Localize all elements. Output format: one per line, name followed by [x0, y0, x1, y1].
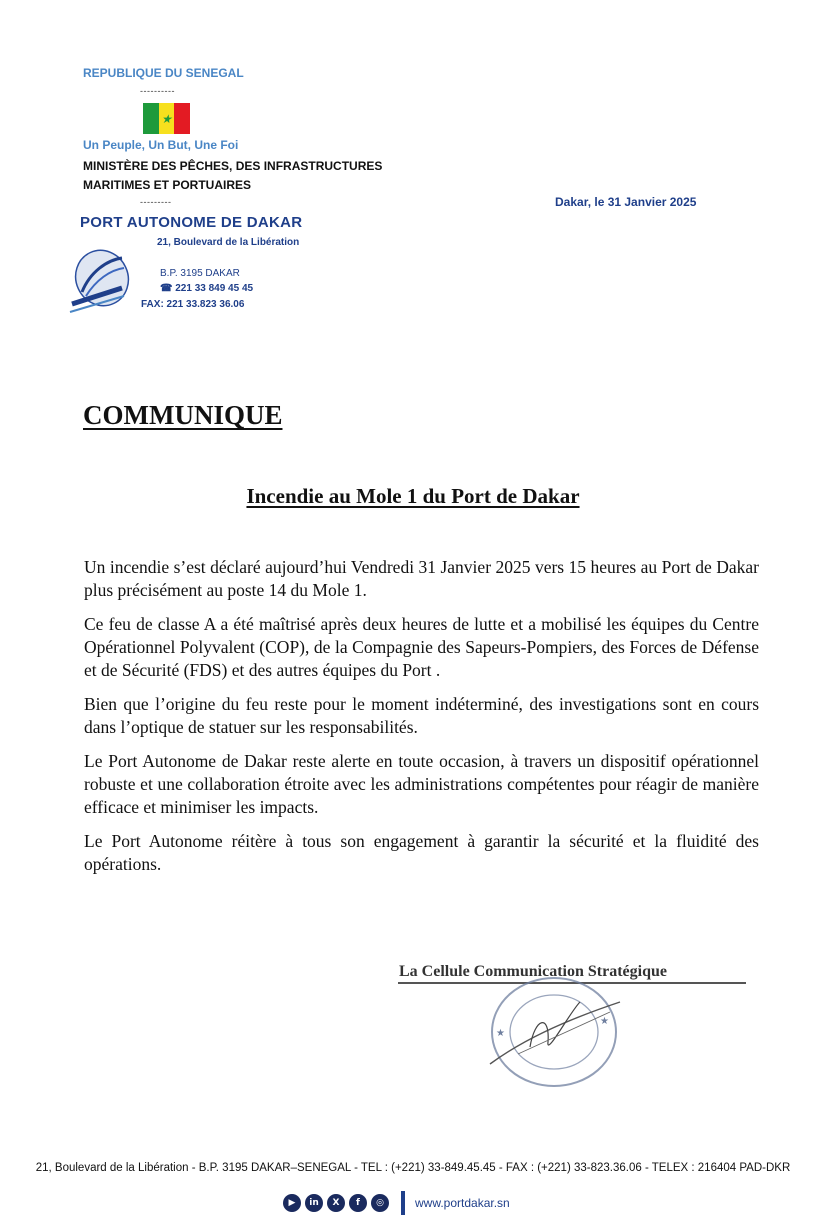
- senegal-flag-icon: [143, 103, 190, 134]
- footer-address: 21, Boulevard de la Libération - B.P. 3195 DAKAR–SENEGAL - TEL : (+221) 33-849.45.45 - FAX : (+221) 33-823.36.06 - TELEX : 216404 PAD-DKR: [35, 1162, 791, 1174]
- ministry-line-2: MARITIMES ET PORTUAIRES: [83, 178, 252, 192]
- separator: ----------: [140, 86, 175, 96]
- instagram-icon[interactable]: ◎: [371, 1194, 389, 1212]
- signature-title: La Cellule Communication Stratégique: [399, 963, 667, 980]
- footer-divider: [401, 1191, 405, 1215]
- communique-heading: COMMUNIQUE: [83, 400, 283, 430]
- po-box: B.P. 3195 DAKAR: [160, 268, 240, 279]
- telephone: ☎ 221 33 849 45 45: [160, 283, 254, 294]
- official-stamp-icon: [480, 972, 628, 1092]
- ministry-line-1: MINISTÈRE DES PÊCHES, DES INFRASTRUCTURES: [83, 159, 383, 173]
- facebook-icon[interactable]: f: [349, 1194, 367, 1212]
- paragraph-3: Bien que l’origine du feu reste pour le moment indéterminé, des investigations sont en cours dans l’optique de statuer sur les responsabilités.: [84, 694, 759, 737]
- fax-number: FAX: 221 33.823 36.06: [141, 299, 245, 310]
- paragraph-4: Le Port Autonome de Dakar reste alerte en toute occasion, à travers un dispositif opérationnel robuste et une collaboration étroite avec les administrations compétentes pour réagir de manière efficace et minimiser les impacts.: [84, 751, 759, 817]
- port-name: PORT AUTONOME DE DAKAR: [80, 214, 303, 231]
- communique-body: [84, 556, 759, 887]
- communique-title: Incendie au Mole 1 du Port de Dakar: [246, 484, 580, 508]
- youtube-icon[interactable]: ▶: [283, 1194, 301, 1212]
- paragraph-5: Le Port Autonome réitère à tous son engagement à garantir la sécurité et la fluidité des opérations.: [84, 831, 759, 874]
- svg-text:★: ★: [600, 1016, 609, 1027]
- port-logo-icon: [62, 242, 138, 318]
- website-link[interactable]: www.portdakar.sn: [415, 1196, 510, 1210]
- republic-title: REPUBLIQUE DU SENEGAL: [83, 66, 244, 80]
- social-links: [283, 1191, 510, 1215]
- port-address: 21, Boulevard de la Libération: [157, 237, 300, 248]
- star-icon: ★: [161, 111, 172, 126]
- x-icon[interactable]: X: [327, 1194, 345, 1212]
- paragraph-1: Un incendie s’est déclaré aujourd’hui Vendredi 31 Janvier 2025 vers 15 heures au Port de Dakar plus précisément au poste 14 du Mole 1.: [84, 557, 759, 600]
- document-date: Dakar, le 31 Janvier 2025: [555, 195, 697, 209]
- national-motto: Un Peuple, Un But, Une Foi: [83, 138, 239, 152]
- ministry-name: [83, 157, 382, 195]
- separator-2: ---------: [140, 197, 172, 207]
- svg-text:★: ★: [496, 1028, 505, 1039]
- linkedin-icon[interactable]: in: [305, 1194, 323, 1212]
- paragraph-2: Ce feu de classe A a été maîtrisé après deux heures de lutte et a mobilisé les équipes du Centre Opérationnel Polyvalent (COP), de la Compagnie des Sapeurs-Pompiers, des Forces de Défense et de Sécurité (FDS) et des autres équipes du Port .: [84, 614, 759, 680]
